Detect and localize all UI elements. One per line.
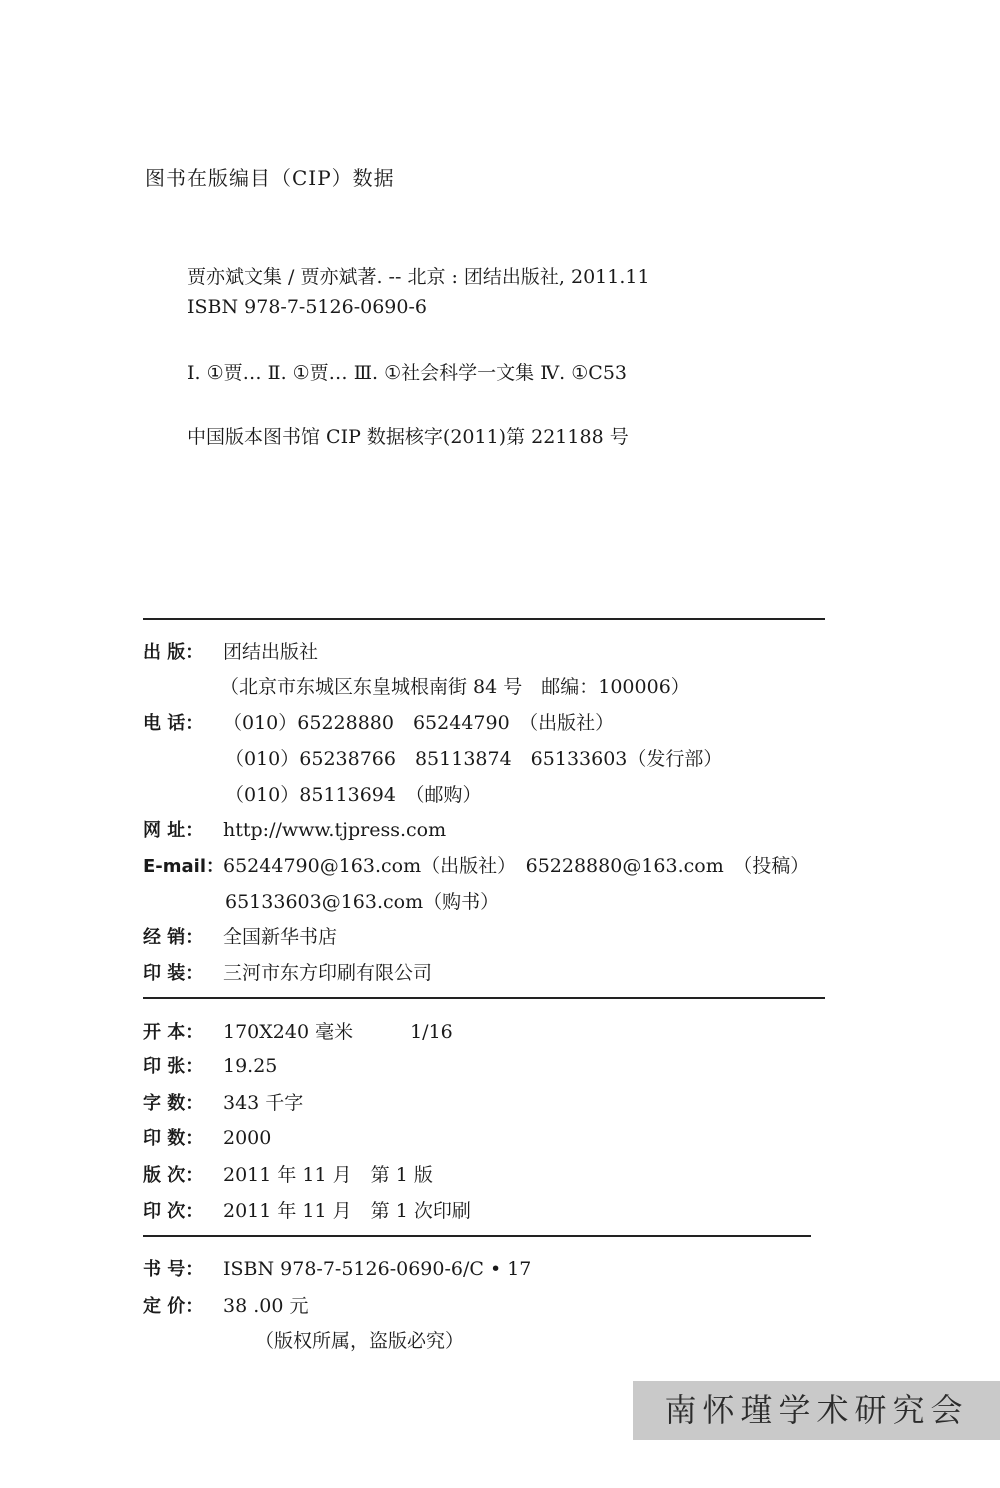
phone-row	[143, 708, 614, 735]
divider-top	[143, 618, 825, 620]
divider-middle	[143, 997, 825, 999]
words-label: 字 数：	[143, 1093, 204, 1114]
words-value: 343 千字	[223, 1092, 304, 1114]
phone-line-1: （010）65228880 65244790 （出版社）	[223, 712, 615, 734]
phone-line-2: （010）65238766 85113874 65133603（发行部）	[225, 748, 723, 770]
cip-catalog-entry: 贾亦斌文集 / 贾亦斌著. -- 北京 : 团结出版社, 2011.11	[187, 266, 650, 288]
printing-label: 印 次：	[143, 1201, 204, 1222]
divider-bottom	[143, 1235, 811, 1237]
website-label: 网 址：	[143, 820, 204, 841]
sheets-row	[143, 1052, 277, 1078]
price-row	[143, 1291, 308, 1318]
price-label: 定 价：	[143, 1296, 204, 1317]
printing-row	[143, 1196, 471, 1223]
phone-label: 电 话：	[143, 713, 204, 734]
watermark-banner: 南怀瑾学术研究会	[633, 1381, 1000, 1440]
publisher-label: 出 版：	[143, 642, 204, 663]
price-value: 38 .00 元	[223, 1295, 309, 1317]
publisher-value: 团结出版社	[223, 641, 319, 663]
email-row	[143, 851, 809, 878]
edition-value: 2011 年 11 月 第 1 版	[223, 1164, 433, 1186]
cip-subject-headings: Ⅰ. ①贾… Ⅱ. ①贾… Ⅲ. ①社会科学一文集 Ⅳ. ①C53	[187, 362, 628, 384]
sheets-label: 印 张：	[143, 1056, 204, 1077]
edition-label: 版 次：	[143, 1165, 204, 1186]
edition-row	[143, 1160, 433, 1187]
distributor-label: 经 销：	[143, 927, 204, 948]
publisher-row	[143, 637, 318, 664]
print-count-label: 印 数：	[143, 1128, 204, 1149]
format-value: 170X240 毫米 1/16	[223, 1021, 453, 1043]
printer-value: 三河市东方印刷有限公司	[223, 962, 433, 984]
email-line-1[interactable]: 65244790@163.com（出版社） 65228880@163.com （投稿）	[223, 855, 810, 877]
distributor-value: 全国新华书店	[223, 926, 338, 948]
words-row	[143, 1088, 303, 1115]
format-label: 开 本：	[143, 1022, 204, 1043]
isbn-value: ISBN 978-7-5126-0690-6/C • 17	[223, 1258, 532, 1280]
cip-isbn: ISBN 978-7-5126-0690-6	[187, 296, 427, 318]
distributor-row	[143, 922, 337, 949]
format-row	[143, 1017, 453, 1044]
cip-record-number: 中国版本图书馆 CIP 数据核字(2011)第 221188 号	[187, 426, 629, 448]
printer-row	[143, 958, 432, 985]
print-count-value: 2000	[223, 1127, 272, 1149]
isbn-label: 书 号：	[143, 1259, 204, 1280]
sheets-value: 19.25	[223, 1055, 278, 1077]
phone-line-3: （010）85113694 （邮购）	[225, 784, 482, 806]
publisher-address: （北京市东城区东皇城根南街 84 号 邮编：100006）	[220, 676, 690, 698]
printer-label: 印 装：	[143, 963, 204, 984]
website-link[interactable]: http://www.tjpress.com	[223, 819, 447, 841]
isbn-row	[143, 1255, 531, 1281]
rights-notice: （版权所属，盗版必究）	[255, 1330, 465, 1352]
website-row	[143, 816, 446, 842]
email-line-2[interactable]: 65133603@163.com（购书）	[225, 891, 500, 913]
printing-value: 2011 年 11 月 第 1 次印刷	[223, 1200, 471, 1222]
cip-title: 图书在版编目（CIP）数据	[145, 166, 395, 190]
print-count-row	[143, 1124, 271, 1150]
email-label: E-mail：	[143, 856, 225, 877]
